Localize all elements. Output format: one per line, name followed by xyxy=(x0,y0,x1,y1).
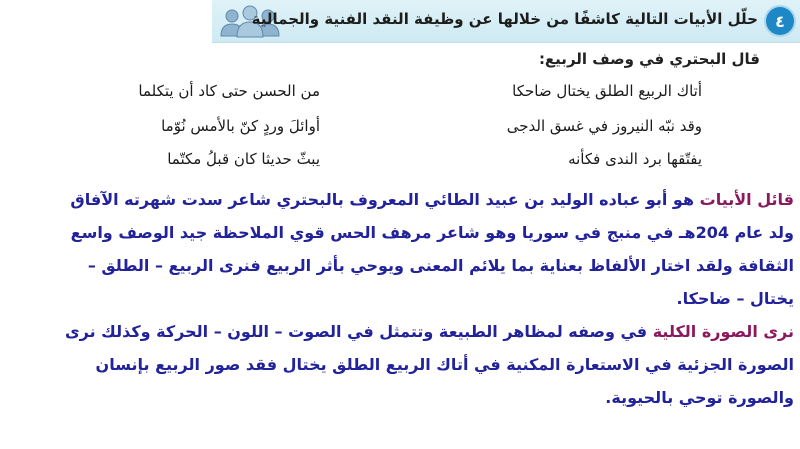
verse-1-first-hemistich: أتاك الربيع الطلق يختال ضاحكا xyxy=(512,82,702,100)
paragraph-line xyxy=(8,183,794,216)
verse-1-second-hemistich: من الحسن حتى كاد أن يتكلما xyxy=(138,82,320,100)
poet-intro: قال البحتري في وصف الربيع: xyxy=(538,50,760,68)
paragraph-text: هو أبو عباده الوليد بن عبيد الطائي المعروف بالبحتري شاعر سدت شهرته الآفاق xyxy=(70,190,700,209)
paragraph-line: ولد عام 204هـ في منبج في سوريا وهو شاعر مرهف الحس قوي الملاحظة جيد الوصف واسع xyxy=(70,223,794,242)
paragraph-line: الثقافة ولقد اختار الألفاظ بعناية بما يلائم المعنى ويوحي بأثر الربيع فنرى الربيع – الطلق – xyxy=(87,256,794,275)
question-instruction: حلّل الأبيات التالية كاشفًا من خلالها عن وظيفة النقد الفنية والجمالية xyxy=(251,10,758,28)
highlight-term: نرى الصورة الكلية xyxy=(652,322,794,341)
answer-paragraph-poet xyxy=(8,183,794,315)
highlight-term: قائل الأبيات xyxy=(699,190,794,209)
verse-2-second-hemistich: أوائلَ وردٍ كنّ بالأمس نُوّما xyxy=(161,117,320,135)
verse-3-second-hemistich: يبثّ حديثا كان قبلُ مكتّما xyxy=(167,150,320,168)
banner-divider xyxy=(212,42,800,43)
paragraph-line: والصورة توحي بالحيوية. xyxy=(605,388,794,407)
answer-paragraph-imagery xyxy=(8,315,794,414)
paragraph-line: الصورة الجزئية في الاستعارة المكنية في أتاك الربيع الطلق يختال فقد صور الربيع بإنسان xyxy=(95,355,794,374)
paragraph-text: في وصفه لمظاهر الطبيعة وتتمثل في الصوت – اللون – الحركة وكذلك نرى xyxy=(64,322,653,341)
verse-3-first-hemistich: يفتّقها برد الندى فكأنه xyxy=(568,150,702,168)
verse-2-first-hemistich: وقد نبّه النيروز في غسق الدجى xyxy=(506,117,702,135)
paragraph-line xyxy=(8,315,794,348)
question-number-badge: ٤ xyxy=(766,7,794,35)
paragraph-line: يختال – ضاحكا. xyxy=(676,289,794,308)
